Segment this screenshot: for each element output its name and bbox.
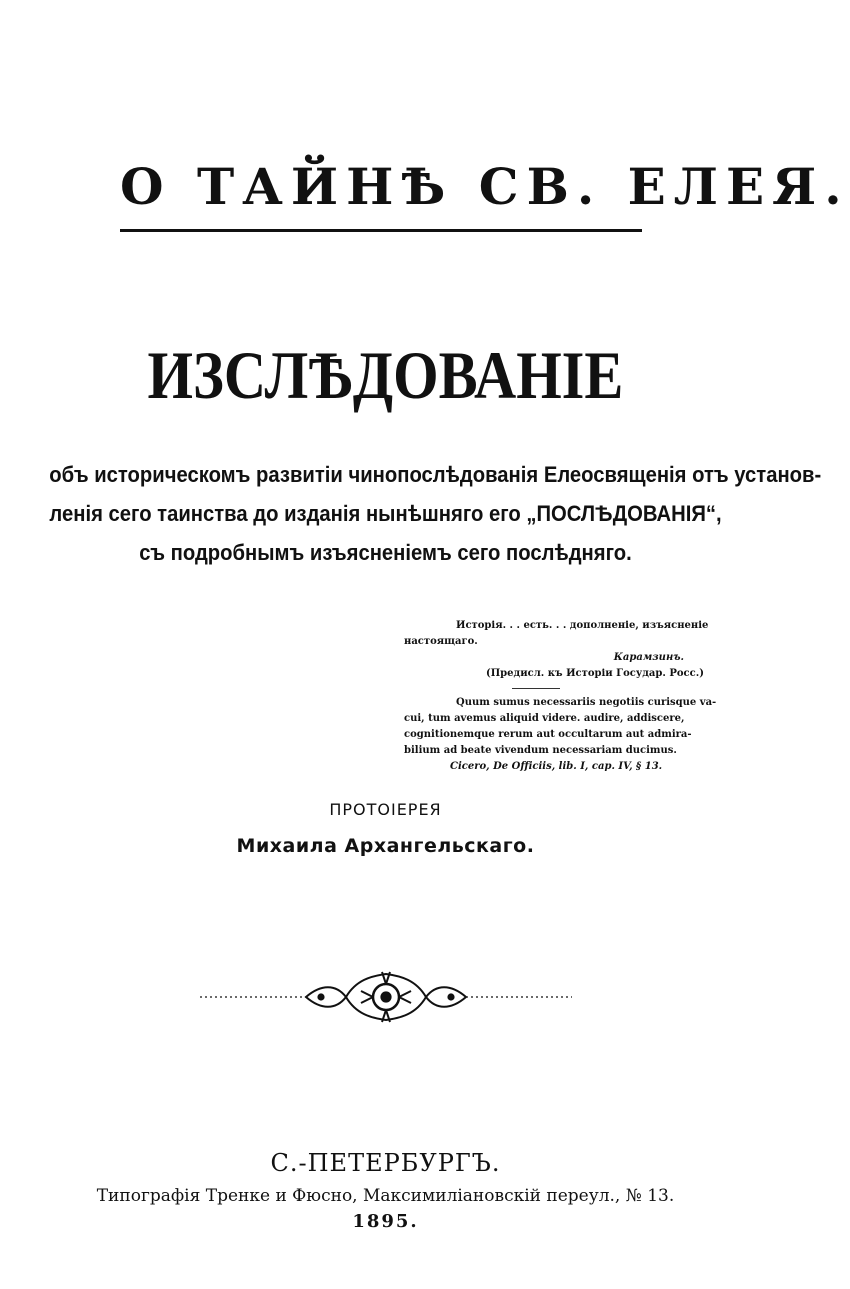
epigraph-divider bbox=[512, 688, 560, 689]
epigraph bbox=[404, 618, 724, 775]
subtitle-line-2: ленія сего таинства до изданія нынѣшняго его „ПОСЛѢДОВАНІЯ“, bbox=[49, 501, 722, 526]
epigraph-russian-author: Карамзинъ. bbox=[613, 652, 684, 663]
author-name: Михаила Архангельскаго. bbox=[236, 835, 535, 857]
title-underline bbox=[120, 229, 642, 232]
imprint-year: 1895. bbox=[352, 1211, 419, 1232]
epigraph-russian-source: (Предисл. къ Исторіи Государ. Росс.) bbox=[486, 668, 704, 679]
slavonic-title: О ТАЙНѢ СВ. ЕЛЕЯ. bbox=[120, 157, 850, 216]
epigraph-latin-line-2: cui, tum avemus aliquid videre. audire, addiscere, bbox=[404, 713, 685, 724]
imprint-city: С.-ПЕТЕРБУРГЪ. bbox=[270, 1149, 501, 1177]
epigraph-latin-line-1: Quum sumus necessariis negotiis curisque va- bbox=[456, 697, 717, 708]
subtitle-line-3: съ подробнымъ изъясненіемъ сего послѣдняго. bbox=[139, 540, 632, 565]
imprint-publisher: Типографія Тренке и Фюсно, Максимиліановскій переул., № 13. bbox=[96, 1186, 675, 1206]
epigraph-latin-line-3: cognitionemque rerum aut occultarum aut admira- bbox=[404, 729, 692, 740]
epigraph-russian-line-2: настоящаго. bbox=[404, 636, 478, 647]
epigraph-latin-citation: Cicero, De Officiis, lib. I, cap. IV, § 13. bbox=[450, 761, 663, 772]
epigraph-latin-line-4: bilium ad beate vivendum necessariam ducimus. bbox=[404, 745, 677, 756]
author-title: ПРОТОІЕРЕЯ bbox=[329, 800, 442, 819]
main-heading: ИЗСЛѢДОВАНІЕ bbox=[147, 337, 624, 413]
subtitle-line-1: объ историческомъ развитіи чинопослѣдованія Елеосвященія отъ установ- bbox=[49, 462, 822, 487]
ornament-divider bbox=[196, 964, 576, 1030]
subtitle bbox=[20, 455, 822, 572]
epigraph-russian-line-1: Исторія. . . есть. . . дополненіе, изъясненіе bbox=[456, 620, 709, 631]
